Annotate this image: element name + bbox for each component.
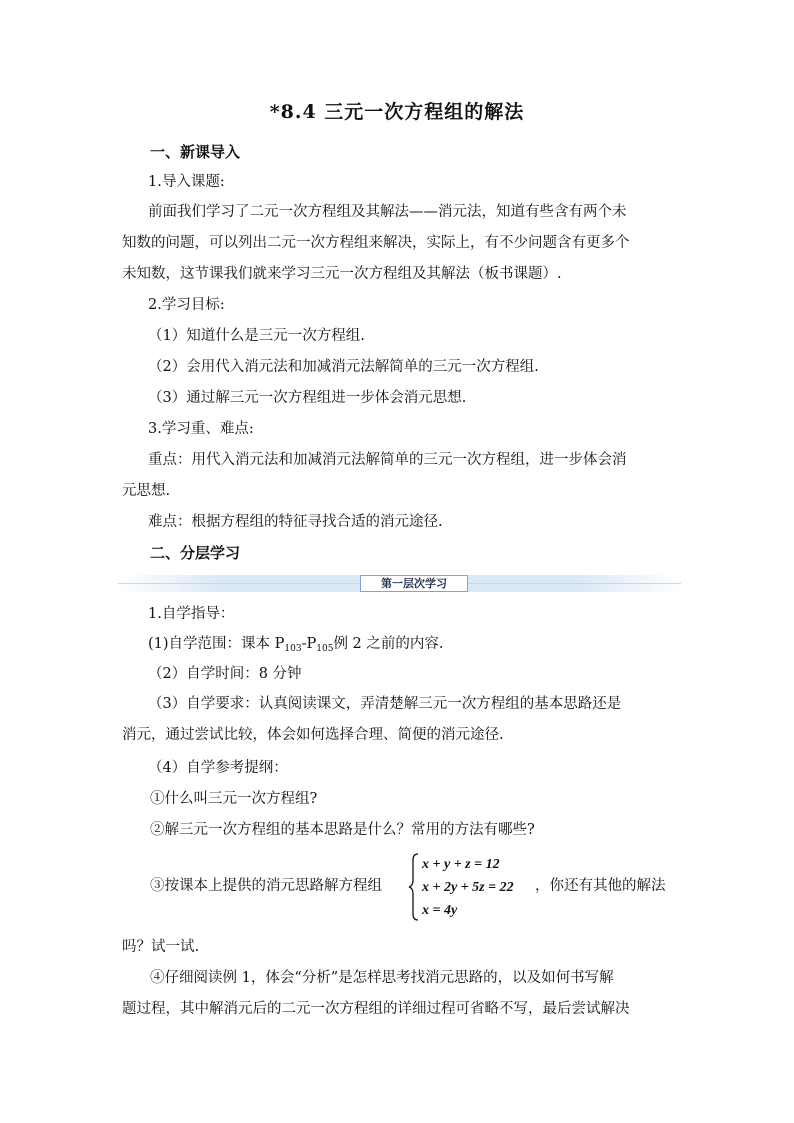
question-3-suffix: ，你还有其他的解法 (535, 878, 666, 894)
study-scope-line (148, 634, 704, 654)
equation-1: x + y + z = 12 (422, 857, 500, 872)
goal-item-1: （1）知道什么是三元一次方程组. (148, 328, 365, 344)
level-banner (118, 575, 681, 592)
page-title: *8.4 三元一次方程组的解法 (269, 101, 525, 123)
question-3-prefix: ③按课本上提供的消元思路解方程组 (150, 878, 382, 894)
item-intro-topic: 1.导入课题: (148, 174, 225, 190)
key-point-line-1: 重点：用代入消元法和加减消元法解简单的三元一次方程组，进一步体会消 (148, 452, 627, 468)
item-self-study-guide: 1.自学指导： (148, 606, 235, 622)
equation-2: x + 2y + 5z = 22 (422, 880, 514, 895)
scope-mid: -P (301, 636, 317, 652)
item-key-points: 3.学习重、难点: (148, 421, 254, 437)
study-requirement-line-1: （3）自学要求：认真阅读课文，弄清楚解三元一次方程组的基本思路还是 (148, 696, 622, 712)
study-time-line: （2）自学时间：8 分钟 (148, 666, 302, 682)
outline-question-2: ②解三元一次方程组的基本思路是什么？常用的方法有哪些? (150, 822, 535, 838)
study-outline-label: （4）自学参考提纲： (148, 760, 288, 776)
scope-page-end: 105 (316, 644, 334, 654)
equation-system (422, 853, 514, 922)
difficulty-line: 难点：根据方程组的特征寻找合适的消元途径. (148, 514, 443, 530)
scope-suffix: 例 2 之前的内容. (333, 636, 444, 652)
outline-question-1: ①什么叫三元一次方程组? (150, 791, 318, 807)
equation-3: x = 4y (422, 903, 458, 918)
goal-item-3: （3）通过解三元一次方程组进一步体会消元思想. (148, 390, 467, 406)
left-brace-icon (408, 853, 420, 921)
scope-page-start: 103 (284, 644, 302, 654)
outline-question-4-line-2: 题过程，其中解消元后的二元一次方程组的详细过程可省略不写，最后尝试解决 (122, 1001, 630, 1017)
item-learning-goals: 2.学习目标: (148, 297, 225, 313)
question-3-continuation: 吗？试一试. (122, 939, 200, 955)
banner-label: 第一层次学习 (360, 575, 468, 592)
goal-item-2: （2）会用代入消元法和加减消元法解简单的三元一次方程组. (148, 359, 539, 375)
outline-question-4-line-1: ④仔细阅读例 1，体会“分析”是怎样思考找消元思路的，以及如何书写解 (150, 970, 614, 986)
scope-prefix: (1)自学范围：课本 P (148, 636, 285, 652)
intro-paragraph-line-1: 前面我们学习了二元一次方程组及其解法——消元法，知道有些含有两个未 (148, 204, 627, 220)
section-heading-layered-learning: 二、分层学习 (150, 544, 241, 562)
section-heading-new-lesson: 一、新课导入 (150, 143, 241, 161)
study-requirement-line-2: 消元，通过尝试比较，体会如何选择合理、简便的消元途径. (122, 727, 504, 743)
intro-paragraph-line-2: 知数的问题，可以列出二元一次方程组来解决，实际上，有不少问题含有更多个 (122, 235, 630, 251)
intro-paragraph-line-3: 未知数，这节课我们就来学习三元一次方程组及其解法（板书课题）. (122, 266, 562, 282)
key-point-line-2: 元思想. (122, 483, 171, 499)
